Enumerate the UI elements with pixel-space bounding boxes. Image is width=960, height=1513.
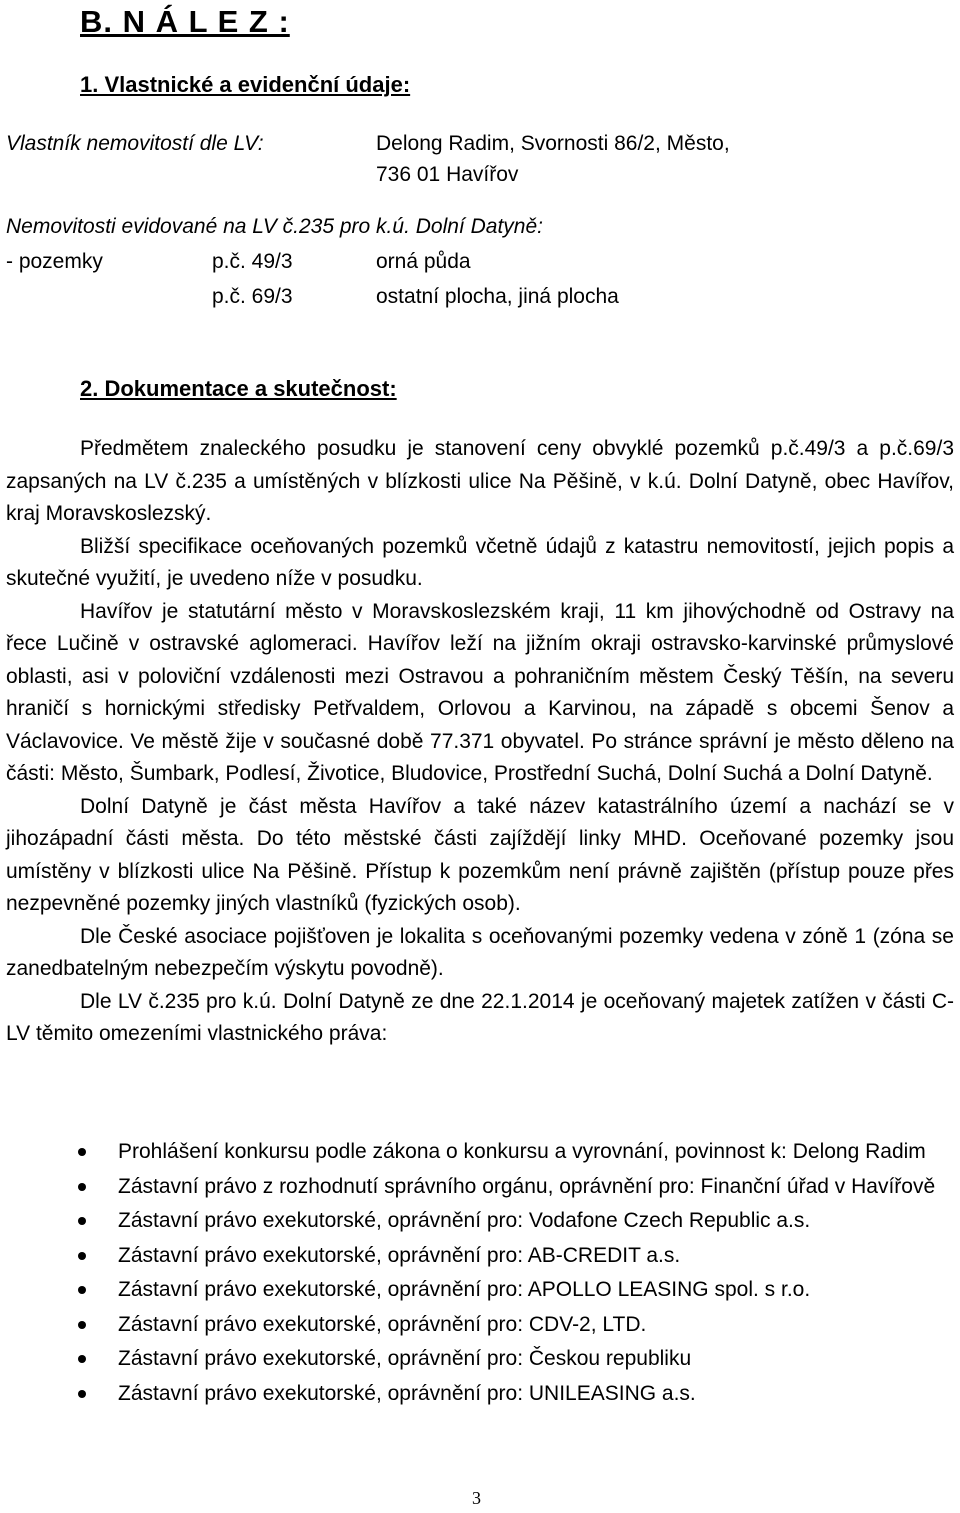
section-2-heading: 2. Dokumentace a skutečnost: xyxy=(80,376,397,401)
bullet-icon xyxy=(78,1355,86,1363)
paragraph-subject: Předmětem znaleckého posudku je stanovení ceny obvyklé pozemků p.č.49/3 a p.č.69/3 zapsaných na LV č.235 a umístěných v blízkosti ulice Na Pěšině, v k.ú. Dolní Datyně, obec Havířov, kraj Moravskoslezský. xyxy=(6,437,954,525)
paragraph-restrictions-intro: Dle LV č.235 pro k.ú. Dolní Datyně ze dne 22.1.2014 je oceňovaný majetek zatížen v části C-LV těmito omezeními vlastnického práva: xyxy=(6,989,954,1045)
bullet-icon xyxy=(78,1183,86,1191)
properties-label: Nemovitosti evidované na LV č.235 pro k.ú. Dolní Datyně: xyxy=(6,215,543,238)
paragraph-havirov: Havířov je statutární město v Moravskoslezském kraji, 11 km jihovýchodně od Ostravy na řece Lučině v ostravské aglomeraci. Havířov leží na jižním okraji ostravsko-karvinské průmyslové oblasti, asi v poloviční vzdálenosti mezi Ostravou a pohraničním městem Český Těšín, na severu hraničí s hornickými středisky Petřvaldem, Orlovou a Karvinou, na západě s obcemi Šenov a Václavovice. Ve městě žije v současné době 77.371 obyvatel. Po stránce správní je město děleno na části: Město, Šumbark, Podlesí, Životice, Bludovice, Prostřední Suchá, Dolní Suchá a Dolní Datyně. xyxy=(6,599,954,785)
document-title: B. N Á L E Z : xyxy=(80,4,290,39)
bullet-icon xyxy=(78,1217,86,1225)
list-item xyxy=(0,1309,954,1342)
list-item-text: Zástavní právo exekutorské, oprávnění pro: CDV-2, LTD. xyxy=(118,1312,647,1336)
parcel-number: p.č. 69/3 xyxy=(212,285,293,308)
list-item xyxy=(0,1274,954,1307)
list-item-text: Zástavní právo exekutorské, oprávnění pro: UNILEASING a.s. xyxy=(118,1381,696,1405)
page-number: 3 xyxy=(472,1488,481,1508)
restrictions-list xyxy=(0,1136,960,1412)
paragraph-dolni-datyne: Dolní Datyně je část města Havířov a také název katastrálního území a nachází se v jihozápadní části města. Do této městské části zajíždějí linky MHD. Oceňované pozemky jsou umístěny v blízkosti ulice Na Pěšině. Přístup k pozemkům není právně zajištěn (přístup pouze přes nezpevněné pozemky jiných vlastníků (fyzických osob). xyxy=(6,794,954,915)
list-item-text: Zástavní právo exekutorské, oprávnění pro: Vodafone Czech Republic a.s. xyxy=(118,1209,811,1232)
list-item-text: Zástavní právo z rozhodnutí správního orgánu, oprávnění pro: Finanční úřad v Havířově xyxy=(118,1174,936,1198)
list-item xyxy=(0,1343,954,1376)
owner-label: Vlastník nemovitostí dle LV: xyxy=(6,132,264,155)
bullet-icon xyxy=(78,1286,86,1294)
bullet-icon xyxy=(78,1390,86,1398)
parcel-number: p.č. 49/3 xyxy=(212,250,293,273)
list-item-text: Zástavní právo exekutorské, oprávnění pro: APOLLO LEASING spol. s r.o. xyxy=(118,1278,811,1301)
paragraph-flood-zone: Dle České asociace pojišťoven je lokalita s oceňovanými pozemky vedena v zóně 1 (zóna se zanedbatelným nebezpečím výskytu povodně). xyxy=(6,924,954,980)
bullet-icon xyxy=(78,1148,86,1156)
section-2-body xyxy=(6,433,954,1051)
bullet-icon xyxy=(78,1321,86,1329)
list-item xyxy=(0,1205,954,1238)
list-item xyxy=(0,1171,954,1204)
owner-address-line-1: Delong Radim, Svornosti 86/2, Město, xyxy=(376,132,730,155)
parcel-type: orná půda xyxy=(376,250,471,273)
list-item xyxy=(0,1240,954,1273)
list-item xyxy=(0,1378,954,1411)
paragraph-specification: Bližší specifikace oceňovaných pozemků včetně údajů z katastru nemovitostí, jejich popis a skutečné využití, je uvedeno níže v posudku. xyxy=(6,534,954,590)
list-item-text: Prohlášení konkursu podle zákona o konkursu a vyrovnání, povinnost k: Delong Radim xyxy=(118,1140,926,1163)
list-item xyxy=(0,1136,954,1169)
parcel-type: ostatní plocha, jiná plocha xyxy=(376,285,619,308)
section-1-heading: 1. Vlastnické a evidenční údaje: xyxy=(80,72,411,97)
list-item-text: Zástavní právo exekutorské, oprávnění pro: AB-CREDIT a.s. xyxy=(118,1243,681,1267)
land-prefix: - pozemky xyxy=(6,250,103,273)
list-item-text: Zástavní právo exekutorské, oprávnění pro: Českou republiku xyxy=(118,1347,692,1370)
bullet-icon xyxy=(78,1252,86,1260)
owner-address-line-2: 736 01 Havířov xyxy=(376,163,519,186)
